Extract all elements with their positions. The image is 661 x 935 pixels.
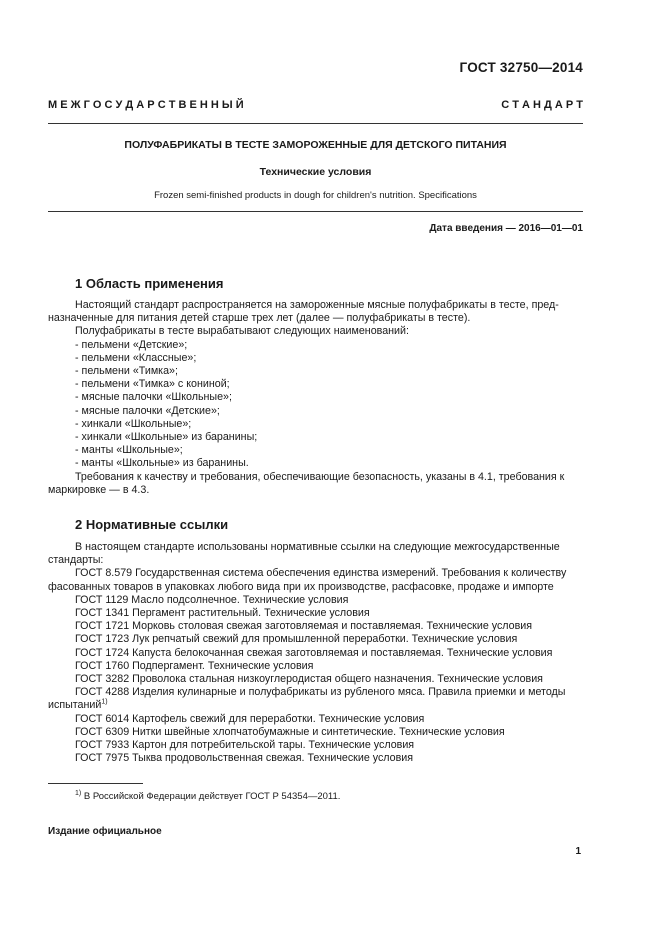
paragraph-line: Настоящий стандарт распространяется на замороженные мясные полуфабрикаты в тесте, пред- <box>75 299 559 311</box>
reference-text: испытаний <box>48 699 102 712</box>
list-item: - мясные палочки «Детские»; <box>75 404 220 417</box>
reference-line: ГОСТ 6309 Нитки швейные хлопчатобумажные и синтетические. Технические условия <box>75 725 505 738</box>
document-code: ГОСТ 32750—2014 <box>459 60 583 75</box>
list-item: - пельмени «Тимка» с кониной; <box>75 378 230 391</box>
footnote-mark: 1) <box>75 789 82 797</box>
standard-word: С Т А Н Д А Р Т <box>501 99 583 111</box>
list-item: - пельмени «Классные»; <box>75 351 197 364</box>
list-item: - мясные палочки «Школьные»; <box>75 391 232 404</box>
list-item: - хинкали «Школьные»; <box>75 417 192 430</box>
interstate-standard-banner <box>48 99 583 111</box>
official-edition-label: Издание официальное <box>48 826 162 837</box>
section-2-heading: 2 Нормативные ссылки <box>75 517 229 532</box>
title-bottom-rule <box>48 211 583 212</box>
paragraph-line: В настоящем стандарте использованы нормативные ссылки на следующие межгосударственные <box>75 541 560 553</box>
page-number: 1 <box>575 846 581 857</box>
reference-line: ГОСТ 4288 Изделия кулинарные и полуфабрикаты из рубленого мяса. Правила приемки и методы <box>75 686 566 699</box>
footnote-separator <box>48 783 143 784</box>
reference-line: ГОСТ 1760 Подпергамент. Технические условия <box>75 659 314 672</box>
section-1-heading: 1 Область применения <box>75 276 224 291</box>
reference-line: ГОСТ 1723 Лук репчатый свежий для промышленной переработки. Технические условия <box>75 633 518 646</box>
reference-line: ГОСТ 1724 Капуста белокочанная свежая заготовляемая и поставляемая. Технические условия <box>75 646 553 659</box>
paragraph-line: Требования к качеству и требования, обеспечивающие безопасность, указаны в 4.1, требования к <box>75 470 565 483</box>
list-item: - манты «Школьные»; <box>75 444 183 457</box>
document-title: ПОЛУФАБРИКАТЫ В ТЕСТЕ ЗАМОРОЖЕННЫЕ ДЛЯ ДЕТСКОГО ПИТАНИЯ <box>124 139 507 151</box>
reference-line: ГОСТ 1129 Масло подсолнечное. Технические условия <box>75 593 349 606</box>
introduction-date: Дата введения — 2016—01—01 <box>429 223 583 234</box>
reference-line: ГОСТ 1721 Морковь столовая свежая заготовляемая и поставляемая. Технические условия <box>75 620 533 633</box>
paragraph-line: стандарты: <box>48 554 104 567</box>
list-item: - пельмени «Тимка»; <box>75 365 178 378</box>
footnote <box>75 791 340 802</box>
paragraph-line: маркировке — в 4.3. <box>48 483 150 496</box>
reference-line: ГОСТ 7933 Картон для потребительской тары. Технические условия <box>75 739 415 752</box>
paragraph-line: назначенные для питания детей старше трех лет (далее — полуфабрикаты в тесте). <box>48 312 471 325</box>
section-2-body <box>48 541 583 765</box>
footnote-text: В Российской Федерации действует ГОСТ Р 54354—2011. <box>83 791 341 802</box>
english-title: Frozen semi-finished products in dough for children's nutrition. Specifications <box>154 190 477 201</box>
list-item: - манты «Школьные» из баранины. <box>75 457 249 470</box>
reference-line: фасованных товаров в упаковках любого вида при их производстве, расфасовке, продаже и импорте <box>48 580 554 593</box>
reference-line: ГОСТ 7975 Тыква продовольственная свежая. Технические условия <box>75 752 414 765</box>
reference-line: ГОСТ 8.579 Государственная система обеспечения единства измерений. Требования к количеству <box>75 567 567 580</box>
list-item: - пельмени «Детские»; <box>75 338 188 351</box>
footnote-reference-mark: 1) <box>101 698 108 706</box>
reference-line: ГОСТ 3282 Проволока стальная низкоуглеродистая общего назначения. Технические условия <box>75 673 543 686</box>
reference-line: ГОСТ 1341 Пергамент растительный. Технические условия <box>75 607 370 620</box>
list-item: - хинкали «Школьные» из баранины; <box>75 431 258 444</box>
reference-line: ГОСТ 6014 Картофель свежий для переработки. Технические условия <box>75 712 425 725</box>
interstate-word: М Е Ж Г О С У Д А Р С Т В Е Н Н Ы Й <box>48 99 244 111</box>
paragraph-line: Полуфабрикаты в тесте вырабатывают следующих наименований: <box>75 325 409 338</box>
reference-line <box>48 699 583 712</box>
document-subtitle: Технические условия <box>259 166 372 178</box>
section-1-body <box>48 299 583 497</box>
title-top-rule <box>48 123 583 124</box>
